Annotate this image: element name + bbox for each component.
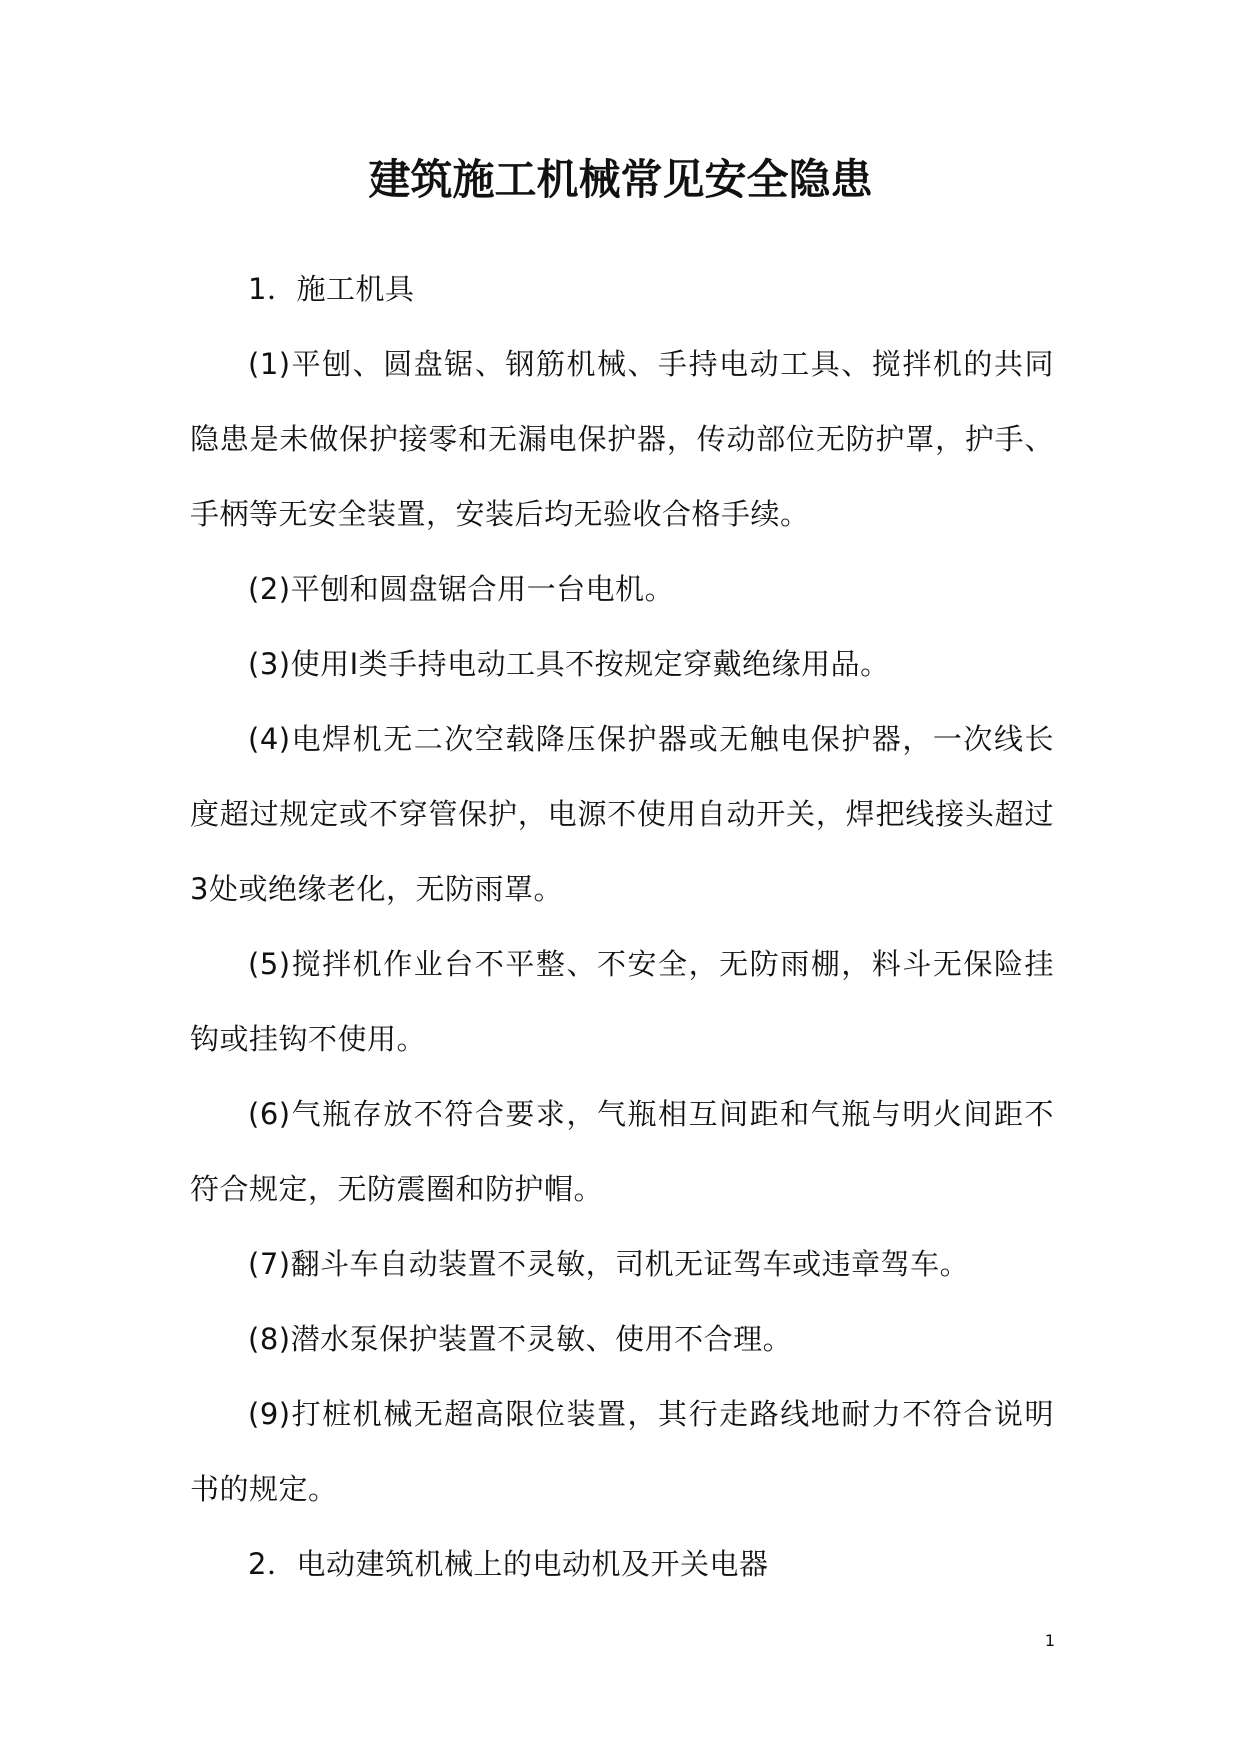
document-title: 建筑施工机械常见安全隐患 [368, 155, 873, 204]
page-number: 1 [1044, 1631, 1056, 1650]
paragraph-item-9: (9)打桩机械无超高限位装置，其行走路线地耐力不符合说明书的规定。 [190, 1397, 1054, 1506]
paragraph-item-2: (2)平刨和圆盘锯合用一台电机。 [248, 572, 675, 606]
paragraph-item-5: (5)搅拌机作业台不平整、不安全，无防雨棚，料斗无保险挂钩或挂钩不使用。 [190, 947, 1054, 1056]
paragraph-item-6: (6)气瓶存放不符合要求，气瓶相互间距和气瓶与明火间距不符合规定，无防震圈和防护帽。 [190, 1097, 1054, 1206]
document-body [190, 252, 1054, 1602]
paragraph-item-3: (3)使用Ⅰ类手持电动工具不按规定穿戴绝缘用品。 [248, 647, 890, 681]
section-heading-1: 1．施工机具 [248, 272, 415, 306]
paragraph-item-4: (4)电焊机无二次空载降压保护器或无触电保护器，一次线长度超过规定或不穿管保护，电源不使用自动开关，焊把线接头超过3处或绝缘老化，无防雨罩。 [190, 722, 1054, 906]
paragraph-item-7: (7)翻斗车自动装置不灵敏，司机无证驾车或违章驾车。 [248, 1247, 970, 1281]
paragraph-item-1: (1)平刨、圆盘锯、钢筋机械、手持电动工具、搅拌机的共同隐患是未做保护接零和无漏电保护器，传动部位无防护罩，护手、手柄等无安全装置，安装后均无验收合格手续。 [190, 347, 1054, 531]
section-heading-2: 2．电动建筑机械上的电动机及开关电器 [248, 1547, 769, 1581]
paragraph-item-8: (8)潜水泵保护装置不灵敏、使用不合理。 [248, 1322, 793, 1356]
